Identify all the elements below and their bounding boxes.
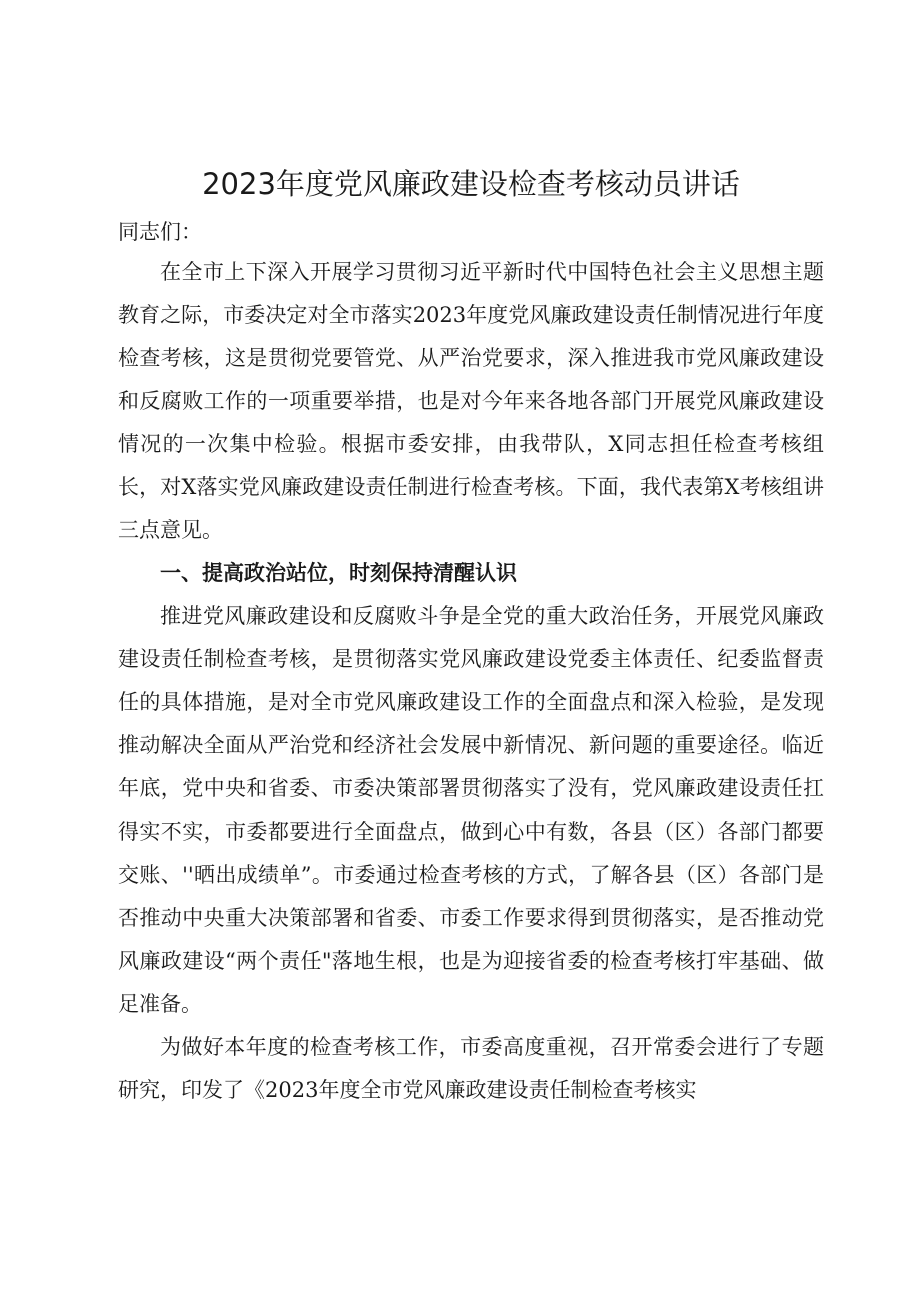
salutation: 同志们：: [118, 220, 202, 245]
document-title: 2023年度党风廉政建设检查考核动员讲话: [202, 167, 740, 201]
paragraph-section1-1: 推进党风廉政建设和反腐败斗争是全党的重大政治任务，开展党风廉政建设责任制检查考核，是贯彻落实党风廉政建设党委主体责任、纪委监督责任的具体措施，是对全市党风廉政建设工作的全面盘点和深入检验，是发现推动解决全面从严治党和经济社会发展中新情况、新问题的重要途径。临近年底，党中央和省委、市委决策部署贯彻落实了没有，党风廉政建设责任扛得实不实，市委都要进行全面盘点，做到心中有数，各县（区）各部门都要交账、''晒出成绩单”。市委通过检查考核的方式，了解各县（区）各部门是否推动中央重大决策部署和省委、市委工作要求得到贯彻落实，是否推动党风廉政建设“两个责任"落地生根，也是为迎接省委的检查考核打牢基础、做足准备。: [118, 604, 824, 1016]
section-heading-1: 一、提高政治站位，时刻保持清醒认识: [160, 561, 517, 586]
paragraph-section1-2: 为做好本年度的检查考核工作，市委高度重视，召开常委会进行了专题研究，印发了《2023年度全市党风廉政建设责任制检查考核实: [118, 1034, 824, 1102]
document-body: [118, 165, 824, 1112]
paragraph-intro: 在全市上下深入开展学习贯彻习近平新时代中国特色社会主义思想主题教育之际，市委决定对全市落实2023年度党风廉政建设责任制情况进行年度检查考核，这是贯彻党要管党、从严治党要求，深入推进我市党风廉政建设和反腐败工作的一项重要举措，也是对今年来各地各部门开展党风廉政建设情况的一次集中检验。根据市委安排，由我带队，X同志担任检查考核组长，对X落实党风廉政建设责任制进行检查考核。下面，我代表第X考核组讲三点意见。: [118, 259, 824, 543]
